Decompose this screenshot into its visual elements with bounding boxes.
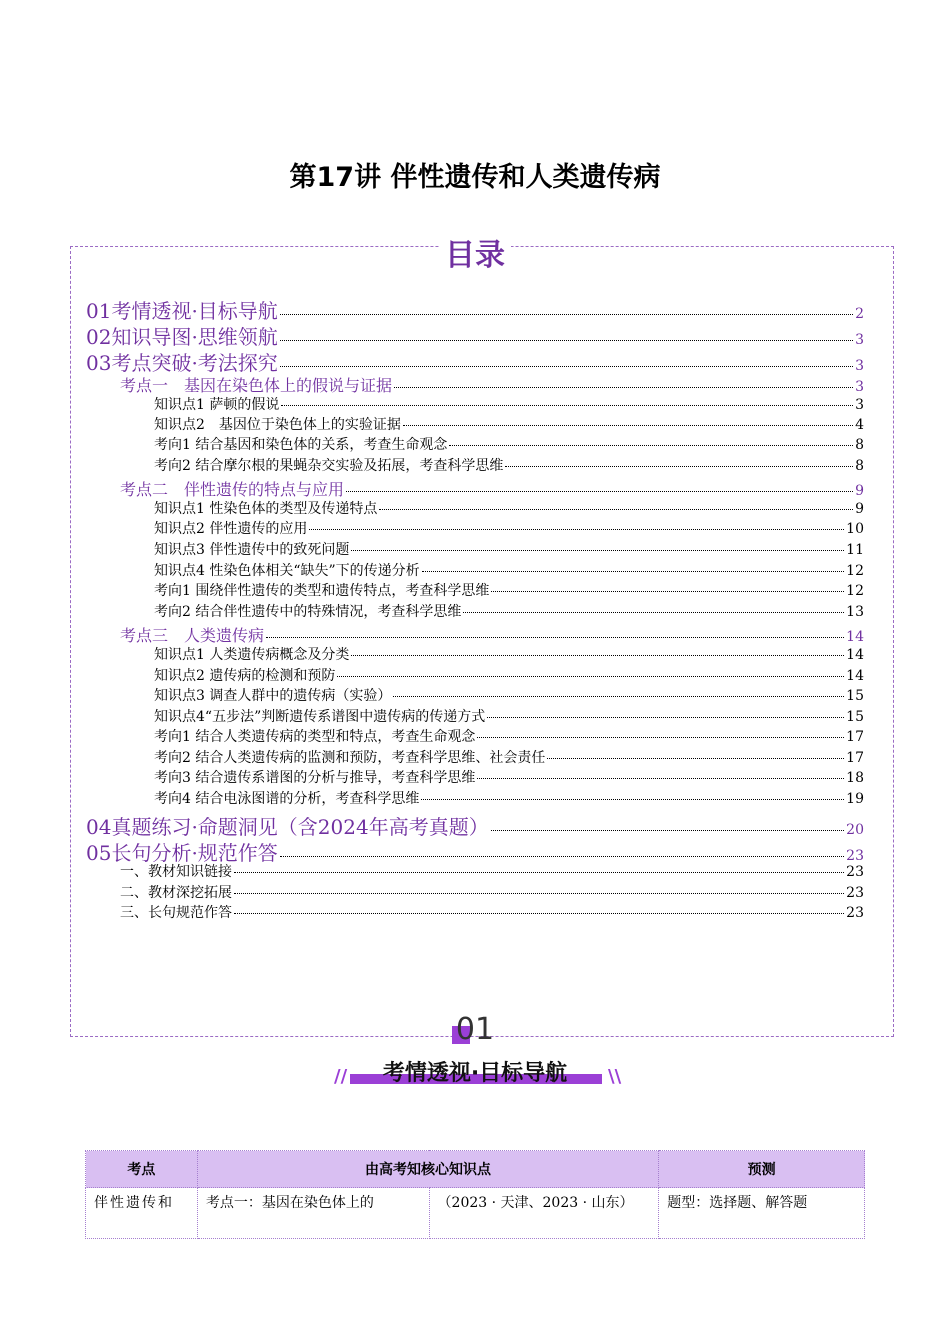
toc-entry[interactable]: [120, 373, 864, 393]
toc-entry[interactable]: [86, 837, 864, 863]
table-header: 由高考知核心知识点: [197, 1151, 658, 1188]
toc-entry-label: 知识点2 遗传病的检测和预防: [154, 668, 336, 684]
toc-entry-page: 3: [855, 358, 864, 374]
toc-entry[interactable]: [154, 685, 864, 705]
toc-entry-page: 3: [855, 332, 864, 348]
toc-entry-label: 三、长句规范作答: [120, 905, 232, 921]
toc-entry[interactable]: [120, 623, 864, 643]
table-cell: 题型：选择题、解答题: [659, 1188, 865, 1239]
toc-entry-label: 知识点2 基因位于染色体上的实验证据: [154, 417, 401, 433]
table-header: 预测: [659, 1151, 865, 1188]
toc-entry-label: 考点二 伴性遗传的特点与应用: [120, 480, 345, 499]
toc-leader-dots: [351, 550, 844, 551]
toc-entry-label: 考向2 结合伴性遗传中的特殊情况，考查科学思维: [154, 604, 462, 620]
toc-entry-label: 知识点4“五步法”判断遗传系谱图中遗传病的传递方式: [154, 709, 486, 725]
exam-table: [85, 1150, 865, 1239]
toc-entry-label: 02知识导图·思维领航: [86, 325, 278, 349]
toc-leader-dots: [280, 340, 853, 341]
toc-entry-label: 知识点2 伴性遗传的应用: [154, 521, 308, 537]
toc-entry[interactable]: [154, 455, 864, 475]
toc-entry-page: 10: [846, 521, 864, 537]
toc-leader-dots: [449, 445, 853, 446]
toc-entry-page: 12: [846, 563, 864, 579]
toc-entry-page: 15: [846, 709, 864, 725]
right-slash-decoration: \\: [608, 1066, 622, 1087]
toc-entry-page: 9: [855, 483, 864, 499]
toc-entry[interactable]: [154, 518, 864, 538]
toc-entry-label: 二、教材深挖拓展: [120, 885, 232, 901]
toc-entry-label: 05长句分析·规范作答: [86, 841, 278, 865]
toc-entry[interactable]: [154, 580, 864, 600]
toc-entry[interactable]: [154, 706, 864, 726]
toc-leader-dots: [393, 696, 844, 697]
toc-leader-dots: [403, 425, 853, 426]
toc-entry[interactable]: [154, 394, 864, 414]
toc-entry-label: 04真题练习·命题洞见（含2024年高考真题）: [86, 815, 489, 839]
toc-entry-page: 19: [846, 791, 864, 807]
toc-entry-label: 知识点3 伴性遗传中的致死问题: [154, 542, 350, 558]
toc-entry-page: 17: [846, 729, 864, 745]
toc-leader-dots: [491, 591, 844, 592]
toc-leader-dots: [477, 778, 844, 779]
section-banner: [0, 1056, 950, 1087]
toc-leader-dots: [309, 529, 844, 530]
toc-entry[interactable]: [154, 560, 864, 580]
toc-entry-page: 12: [846, 583, 864, 599]
toc-entry-label: 考向1 结合人类遗传病的类型和特点，考查生命观念: [154, 729, 476, 745]
toc-entry-label: 知识点1 人类遗传病概念及分类: [154, 647, 350, 663]
toc-entry-page: 20: [846, 822, 864, 838]
toc-leader-dots: [491, 830, 844, 831]
toc-entry-label: 知识点1 性染色体的类型及传递特点: [154, 501, 378, 517]
toc-entry[interactable]: [154, 767, 864, 787]
toc-entry-page: 8: [855, 437, 864, 453]
toc-entry-page: 2: [855, 306, 864, 322]
toc-leader-dots: [234, 872, 844, 873]
toc-entry-page: 23: [846, 864, 864, 880]
toc-leader-dots: [487, 717, 844, 718]
toc-leader-dots: [463, 612, 844, 613]
table-row: [86, 1188, 865, 1239]
toc-entry-page: 18: [846, 770, 864, 786]
toc-entry-label: 考点三 人类遗传病: [120, 626, 265, 645]
toc-entry-page: 14: [846, 647, 864, 663]
toc-entry[interactable]: [86, 295, 864, 321]
toc-leader-dots: [421, 799, 844, 800]
table-cell: （2023 · 天津、2023 · 山东）: [429, 1188, 659, 1239]
toc-entry[interactable]: [154, 414, 864, 434]
toc-entry[interactable]: [86, 347, 864, 373]
toc-entry[interactable]: [120, 861, 864, 881]
toc-entry-label: 知识点1 萨顿的假说: [154, 397, 280, 413]
toc-entry-label: 考向1 结合基因和染色体的关系，考查生命观念: [154, 437, 448, 453]
toc-entry-label: 考向2 结合摩尔根的果蝇杂交实验及拓展，考查科学思维: [154, 458, 504, 474]
toc-entry-label: 知识点3 调查人群中的遗传病（实验）: [154, 688, 392, 704]
toc-leader-dots: [281, 405, 853, 406]
toc-leader-dots: [234, 913, 844, 914]
table-cell: 考点一：基因在染色体上的: [197, 1188, 429, 1239]
section-title: 考情透视·目标导航: [382, 1061, 568, 1086]
toc-entry-label: 知识点4 性染色体相关“缺失”下的传递分析: [154, 563, 420, 579]
toc-entry-label: 03考点突破·考法探究: [86, 351, 278, 375]
toc-heading: 目录: [0, 230, 950, 274]
page-title: 第17讲 伴性遗传和人类遗传病: [289, 162, 661, 193]
table-cell: 伴性遗传和: [86, 1188, 198, 1239]
toc-entry[interactable]: [120, 882, 864, 902]
table-header-row: [86, 1151, 865, 1188]
toc-leader-dots: [547, 758, 844, 759]
toc-entry-page: 11: [846, 542, 864, 558]
toc-entry-page: 14: [846, 629, 864, 645]
toc-entry[interactable]: [120, 902, 864, 922]
toc-leader-dots: [394, 387, 853, 388]
toc-entry-label: 考向1 围绕伴性遗传的类型和遗传特点，考查科学思维: [154, 583, 490, 599]
toc-entry-page: 17: [846, 750, 864, 766]
toc-leader-dots: [346, 491, 853, 492]
toc-entry-page: 9: [855, 501, 864, 517]
toc-leader-dots: [234, 893, 844, 894]
toc-entry[interactable]: [154, 498, 864, 518]
toc-entry-page: 23: [846, 848, 864, 864]
toc-entry-page: 23: [846, 905, 864, 921]
table-header: 考点: [86, 1151, 198, 1188]
toc-entry[interactable]: [154, 601, 864, 621]
toc-leader-dots: [351, 655, 844, 656]
toc-leader-dots: [280, 856, 844, 857]
toc-entry-page: 3: [855, 397, 864, 413]
toc-entry-label: 01考情透视·目标导航: [86, 299, 278, 323]
toc-entry-label: 考向4 结合电泳图谱的分析，考查科学思维: [154, 791, 420, 807]
section-number: 01: [0, 1012, 950, 1047]
toc-leader-dots: [505, 466, 853, 467]
toc-entry[interactable]: [154, 434, 864, 454]
toc-leader-dots: [280, 314, 853, 315]
toc-entry-label: 一、教材知识链接: [120, 864, 232, 880]
toc-entry[interactable]: [86, 811, 864, 837]
toc-entry[interactable]: [154, 665, 864, 685]
toc-entry-page: 23: [846, 885, 864, 901]
toc-leader-dots: [280, 366, 853, 367]
toc-entry[interactable]: [154, 726, 864, 746]
toc-leader-dots: [337, 676, 844, 677]
toc-entry[interactable]: [154, 539, 864, 559]
toc-entry[interactable]: [120, 477, 864, 497]
toc-entry[interactable]: [154, 747, 864, 767]
toc-leader-dots: [477, 737, 844, 738]
toc-entry[interactable]: [154, 788, 864, 808]
toc-entry-page: 8: [855, 458, 864, 474]
toc-entry-page: 4: [855, 417, 864, 433]
toc-entry[interactable]: [86, 321, 864, 347]
toc-leader-dots: [266, 637, 844, 638]
toc-entry-page: 15: [846, 688, 864, 704]
toc-entry-page: 14: [846, 668, 864, 684]
toc-entry-page: 3: [855, 379, 864, 395]
toc-entry-label: 考点一 基因在染色体上的假说与证据: [120, 376, 393, 395]
toc-entry-label: 考向2 结合人类遗传病的监测和预防，考查科学思维、社会责任: [154, 750, 546, 766]
toc-leader-dots: [422, 571, 845, 572]
left-slash-decoration: //: [334, 1066, 348, 1087]
toc-entry-label: 考向3 结合遗传系谱图的分析与推导，考查科学思维: [154, 770, 476, 786]
toc-entry-page: 13: [846, 604, 864, 620]
toc-leader-dots: [379, 509, 853, 510]
toc-entry[interactable]: [154, 644, 864, 664]
